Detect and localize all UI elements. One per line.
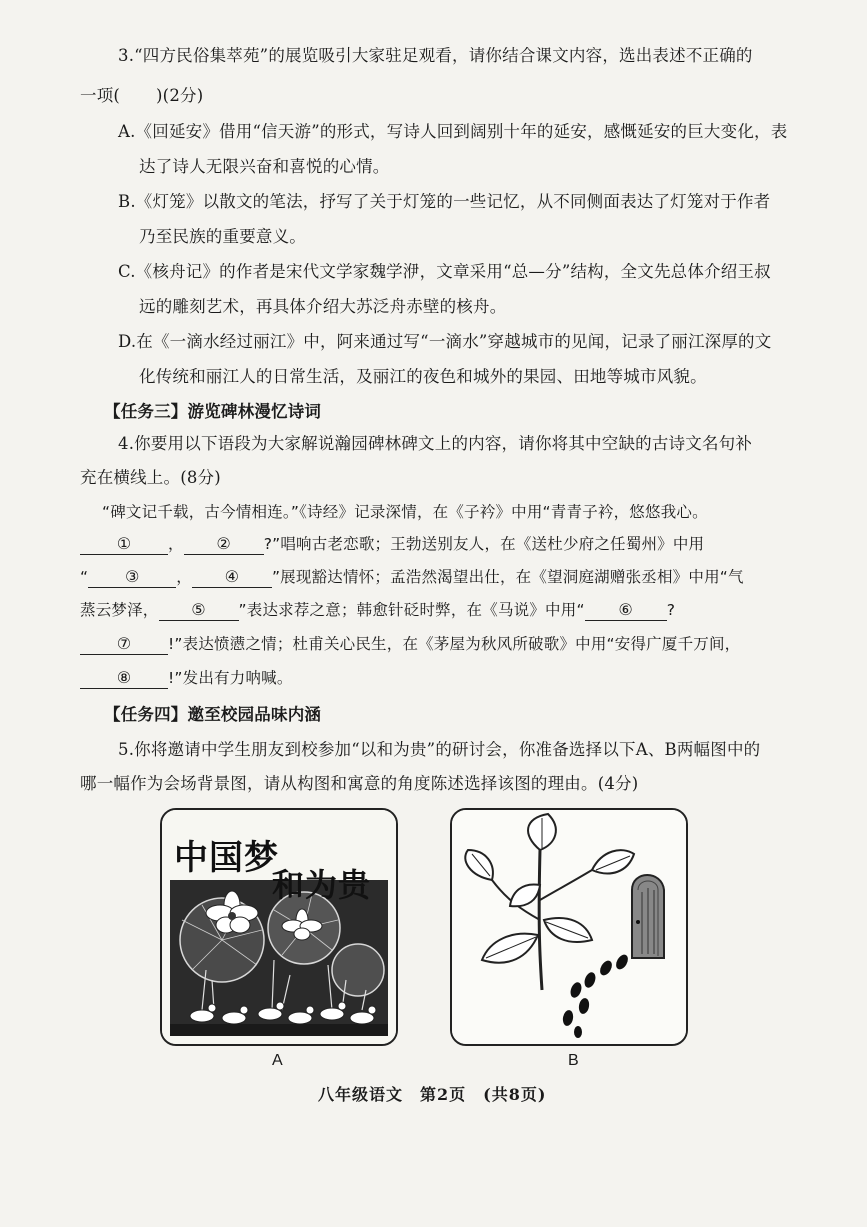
blank-5[interactable]: ⑤ [159, 600, 239, 621]
blank-2[interactable]: ② [184, 534, 264, 555]
q4-passage-end-4: ? [666, 601, 676, 619]
q3-option-d-line1: D.在《一滴水经过丽江》中，阿来通过写“一滴水”穿越城市的见闻，记录了丽江深厚的文 [118, 332, 772, 351]
figure-b-caption: B [568, 1052, 579, 1069]
q4-passage-line5 [80, 632, 740, 656]
q3-option-b-line2: 乃至民族的重要意义。 [139, 227, 306, 246]
blank-1[interactable]: ① [80, 534, 168, 555]
blank-6[interactable]: ⑥ [585, 600, 667, 621]
blank-3[interactable]: ③ [88, 567, 176, 588]
q3-option-c-line1: C.《核舟记》的作者是宋代文学家魏学洢，文章采用“总—分”结构，全文先总体介绍王叔 [118, 262, 771, 281]
blank-sep-2: ， [176, 568, 192, 586]
figure-a-title-line2: 和为贵 [272, 866, 372, 904]
task4-title: 【任务四】邀至校园品味内涵 [104, 705, 322, 724]
q4-passage-text-3: ”展现豁达情怀；孟浩然渴望出仕，在《望洞庭湖赠张丞相》中用“气 [271, 568, 744, 586]
q4-passage-line1: “碑文记千载，古今情相连。”《诗经》记录深情，在《子衿》中用“青青子衿，悠悠我心。 [102, 503, 708, 521]
q4-passage-line4 [80, 598, 675, 622]
q5-stem-line1: 5.你将邀请中学生朋友到校参加“以和为贵”的研讨会，你准备选择以下A、B两幅图中的 [118, 740, 761, 759]
q4-stem-line2: 充在横线上。(8分) [80, 468, 221, 487]
blank-4[interactable]: ④ [192, 567, 272, 588]
blank-7[interactable]: ⑦ [80, 634, 168, 655]
task3-title: 【任务三】游览碑林漫忆诗词 [104, 402, 322, 421]
q3-option-a-line2: 达了诗人无限兴奋和喜悦的心情。 [139, 157, 390, 176]
figure-a-caption: A [272, 1052, 283, 1069]
q4-stem-line1: 4.你要用以下语段为大家解说瀚园碑林碑文上的内容，请你将其中空缺的古诗文名句补 [118, 434, 753, 453]
q3-option-d-line2: 化传统和丽江人的日常生活，及丽江的夜色和城外的果园、田地等城市风貌。 [139, 367, 707, 386]
q3-stem-pre: 一项( [80, 86, 121, 105]
q3-option-b-line1: B.《灯笼》以散文的笔法，抒写了关于灯笼的一些记忆，从不同侧面表达了灯笼对于作者 [118, 192, 771, 211]
q4-passage-line2 [80, 532, 704, 556]
q4-passage-text-5: !”表达愤懑之情；杜甫关心民生，在《茅屋为秋风所破歌》中用“安得广厦千万间， [168, 635, 741, 653]
quote-open: “ [80, 568, 89, 586]
q3-option-a-line1: A.《回延安》借用“信天游”的形式，写诗人回到阔别十年的延安，感慨延安的巨大变化，表 [118, 122, 788, 141]
q3-option-c-line2: 远的雕刻艺术，再具体介绍大苏泛舟赤壁的核舟。 [139, 297, 507, 316]
blank-8[interactable]: ⑧ [80, 668, 168, 689]
q5-stem-line2: 哪一幅作为会场背景图，请从构图和寓意的角度陈述选择该图的理由。(4分) [80, 774, 639, 793]
figure-a-title-line1: 中国梦 [174, 838, 279, 878]
q4-passage-line3 [80, 565, 744, 589]
q4-passage-text-4: ”表达求荐之意；韩愈针砭时弊，在《马说》中用“ [238, 601, 585, 619]
q4-passage-text-6: !”发出有力呐喊。 [168, 669, 293, 687]
page-footer: 八年级语文 第2页 (共8页) [318, 1085, 547, 1104]
figure-a [160, 808, 398, 1046]
q3-stem-line2 [80, 84, 203, 108]
q4-passage-line6 [80, 666, 293, 690]
blank-sep-1: ， [168, 535, 184, 553]
q4-passage-text-2: ?”唱响古老恋歌；王勃送别友人，在《送杜少府之任蜀州》中用 [263, 535, 705, 553]
q3-stem-line1: 3.“四方民俗集萃苑”的展览吸引大家驻足观看，请你结合课文内容，选出表述不正确的 [118, 46, 753, 65]
q4-passage-pre-4: 蒸云梦泽， [80, 601, 159, 619]
figure-b [450, 808, 688, 1046]
figure-b-illustration [452, 810, 686, 1044]
q3-stem-post: )(2分) [156, 86, 204, 105]
